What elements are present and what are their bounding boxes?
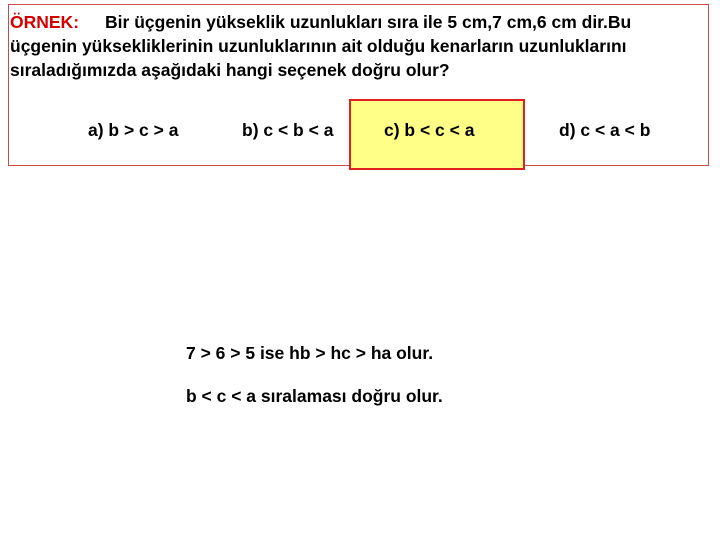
option-d[interactable]: d) c < a < b (559, 120, 651, 140)
option-a[interactable]: a) b > c > a (88, 120, 179, 140)
solution-line-2: b < c < a sıralaması doğru olur. (186, 386, 443, 406)
question-text (10, 10, 700, 82)
question-body: Bir üçgenin yükseklik uzunlukları sıra ile 5 cm,7 cm,6 cm dir.Bu üçgenin yüksekliklerinin uzunluklarının ait olduğu kenarların uzunluklarını sıraladığımızda aşağıdaki hangi seçenek doğru olur? (10, 12, 632, 80)
solution-line-1: 7 > 6 > 5 ise hb > hc > ha olur. (186, 343, 434, 363)
option-b[interactable]: b) c < b < a (242, 120, 334, 140)
option-c[interactable]: c) b < c < a (384, 120, 475, 140)
example-label: ÖRNEK: (10, 12, 80, 32)
